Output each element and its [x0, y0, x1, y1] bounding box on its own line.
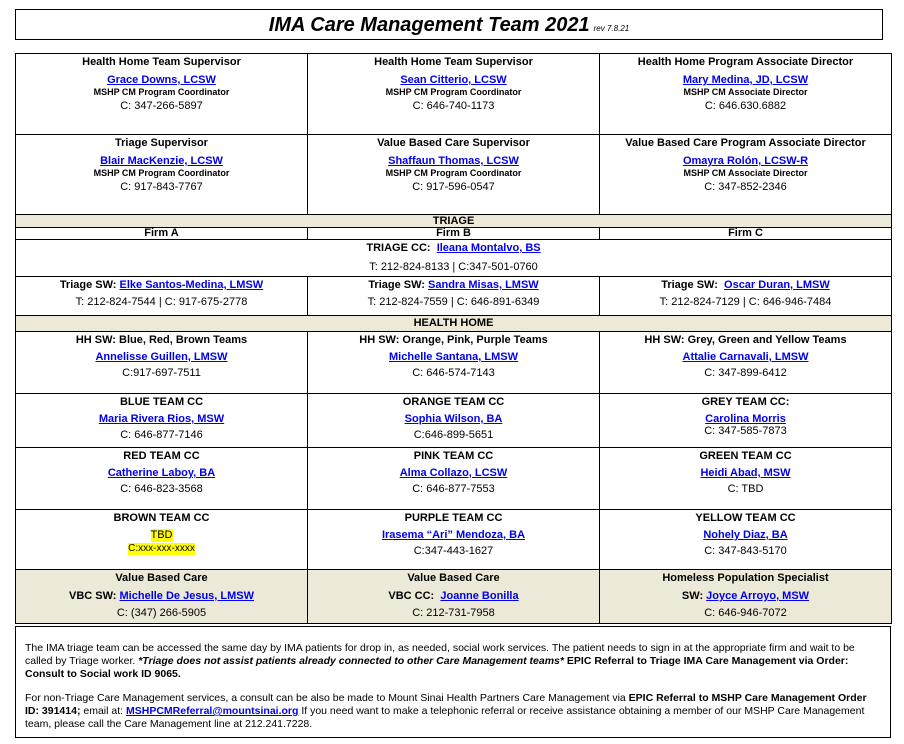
- phone-number: C: 347-899-6412: [704, 367, 787, 379]
- triage-cc-line: [19, 241, 888, 255]
- note-text: email at:: [80, 705, 126, 717]
- section-header-row: [16, 215, 892, 228]
- contact-link[interactable]: Sean Citterio, LCSW: [400, 74, 507, 86]
- triage-sw-row: [16, 277, 892, 316]
- role-label: TRIAGE CC:: [366, 242, 431, 254]
- contact-link[interactable]: Oscar Duran, LMSW: [724, 279, 830, 291]
- title-label: MSHP CM Program Coordinator: [385, 87, 522, 97]
- role-label: SW:: [681, 590, 704, 602]
- team-cc-row: [16, 448, 892, 510]
- contact-link[interactable]: Michelle Santana, LMSW: [389, 351, 518, 363]
- phone-number: C: 347-852-2346: [704, 181, 787, 193]
- phone-number: T: 212-824-7544 | C: 917-675-2778: [75, 296, 248, 308]
- team-heading: ORANGE TEAM CC: [402, 396, 505, 408]
- contact-link[interactable]: Sandra Misas, LMSW: [428, 279, 539, 291]
- supervisor-row: [16, 135, 892, 215]
- contact-cell: [16, 448, 308, 510]
- phone-number: C: 347-585-7873: [704, 425, 787, 437]
- contact-link[interactable]: Nohely Diaz, BA: [703, 529, 788, 541]
- contact-link[interactable]: Ileana Montalvo, BS: [436, 242, 541, 254]
- contact-cell: [600, 394, 892, 448]
- contact-cell: [600, 510, 892, 570]
- phone-number: C: 646-574-7143: [412, 367, 495, 379]
- role-heading: HH SW: Orange, Pink, Purple Teams: [359, 334, 548, 346]
- contact-link[interactable]: Annelisse Guillen, LMSW: [95, 351, 228, 363]
- role-heading: Value Based Care: [407, 572, 500, 584]
- phone-number: C: (347) 266-5905: [116, 607, 207, 619]
- title-label: MSHP CM Program Coordinator: [93, 87, 230, 97]
- team-heading: RED TEAM CC: [123, 450, 200, 462]
- phone-number: C: 347-843-5170: [704, 545, 787, 557]
- phone-number: C:646-899-5651: [413, 429, 494, 441]
- contact-link[interactable]: Michelle De Jesus, LMSW: [119, 590, 254, 602]
- phone-number: T: 212-824-8133 | C:347-501-0760: [369, 261, 538, 273]
- team-cc-row: [16, 394, 892, 448]
- supervisor-row: [16, 54, 892, 135]
- phone-number: C: 917-843-7767: [120, 181, 203, 193]
- contact-link[interactable]: Catherine Laboy, BA: [107, 467, 216, 479]
- title-box: [15, 9, 883, 40]
- contact-cell: [16, 394, 308, 448]
- contact-link[interactable]: Joyce Arroyo, MSW: [706, 590, 810, 602]
- revision-label: rev 7.8.21: [593, 24, 630, 33]
- role-heading: Value Based Care Program Associate Director: [625, 137, 866, 149]
- phone-number: C: 646.630.6882: [704, 100, 787, 112]
- title-label: MSHP CM Program Coordinator: [93, 168, 230, 178]
- team-heading: GREY TEAM CC:: [701, 396, 790, 408]
- team-heading: YELLOW TEAM CC: [695, 512, 796, 524]
- referral-note: [15, 626, 891, 738]
- contact-link[interactable]: Elke Santos-Medina, LMSW: [119, 279, 264, 291]
- contact-cell: [308, 394, 600, 448]
- contact-link[interactable]: Sophia Wilson, BA: [404, 413, 503, 425]
- contact-cell: [308, 332, 600, 394]
- contact-link[interactable]: Alma Collazo, LCSW: [399, 467, 508, 479]
- role-label: VBC SW:: [68, 590, 117, 602]
- phone-number: C: 646-946-7072: [704, 607, 787, 619]
- phone-number: C: 646-877-7553: [412, 483, 495, 495]
- contact-cell: [600, 277, 892, 316]
- phone-number: C:917-697-7511: [122, 367, 201, 379]
- note-italic: *Triage does not assist patients already connected to other Care Management teams*: [138, 655, 564, 667]
- phone-number: C:347-443-1627: [413, 545, 494, 557]
- team-heading: BLUE TEAM CC: [119, 396, 204, 408]
- placeholder-name: TBD: [150, 529, 173, 541]
- role-heading: Homeless Population Specialist: [662, 572, 829, 584]
- triage-note-paragraph: [25, 642, 882, 681]
- contact-cell: [308, 570, 600, 624]
- contact-cell: [308, 277, 600, 316]
- contact-link[interactable]: Grace Downs, LCSW: [107, 74, 216, 86]
- firm-label: Firm A: [16, 228, 308, 240]
- role-label: VBC CC:: [388, 590, 435, 602]
- section-title: HEALTH HOME: [16, 316, 892, 332]
- contact-cell: [600, 54, 892, 135]
- contact-cell: [16, 277, 308, 316]
- role-heading: Value Based Care Supervisor: [377, 137, 530, 149]
- role-heading: HH SW: Grey, Green and Yellow Teams: [644, 334, 847, 346]
- contact-cell: [308, 135, 600, 215]
- team-heading: PURPLE TEAM CC: [404, 512, 503, 524]
- team-cc-row: [16, 510, 892, 570]
- team-heading: GREEN TEAM CC: [699, 450, 792, 462]
- team-heading: PINK TEAM CC: [413, 450, 494, 462]
- note-text: If you need want to make a telephonic referral or receive assistance obtaining a member of our MSHP Care Management team, please call the Care Management line at 212.241.7228.: [25, 705, 865, 730]
- phone-number: C:xxx-xxx-xxxx: [128, 543, 195, 554]
- role-label: Triage SW:: [368, 279, 425, 291]
- phone-number: T: 212-824-7129 | C: 646-946-7484: [659, 296, 832, 308]
- phone-number: C: TBD: [727, 483, 764, 495]
- section-title: TRIAGE: [16, 215, 892, 228]
- title-label: MSHP CM Program Coordinator: [385, 168, 522, 178]
- contact-cell: [16, 54, 308, 135]
- title-label: MSHP CM Associate Director: [683, 87, 808, 97]
- contact-cell: [308, 54, 600, 135]
- team-heading: BROWN TEAM CC: [113, 512, 210, 524]
- section-header-row: [16, 316, 892, 332]
- contact-cell: [600, 570, 892, 624]
- contact-cell: [16, 332, 308, 394]
- phone-number: C: 646-740-1173: [412, 100, 495, 112]
- contact-cell: [600, 448, 892, 510]
- contact-link[interactable]: Maria Rivera Rios, MSW: [98, 413, 225, 425]
- phone-number: C: 646-823-3568: [120, 483, 203, 495]
- contact-link[interactable]: Attalie Carnavali, LMSW: [682, 351, 809, 363]
- firm-label: Firm B: [308, 228, 600, 240]
- note-bold: EPIC Referral to MSHP Care Management Order ID: 391414;: [25, 692, 867, 717]
- contact-cell: [600, 332, 892, 394]
- role-heading: Health Home Team Supervisor: [82, 56, 241, 68]
- contact-link[interactable]: Shaffaun Thomas, LCSW: [388, 155, 519, 167]
- role-heading: Health Home Program Associate Director: [637, 56, 854, 68]
- title-label: MSHP CM Associate Director: [683, 168, 808, 178]
- contact-link[interactable]: Irasema “Ari” Mendoza, BA: [381, 529, 526, 541]
- phone-number: C: 646-877-7146: [120, 429, 203, 441]
- role-heading: Triage Supervisor: [115, 137, 208, 149]
- contact-link[interactable]: Omayra Rolón, LCSW-R: [682, 155, 809, 167]
- hh-sw-row: [16, 332, 892, 394]
- contact-cell: [16, 240, 892, 277]
- phone-number: C: 347-266-5897: [120, 100, 203, 112]
- role-heading: Value Based Care: [115, 572, 208, 584]
- contact-cell: [16, 510, 308, 570]
- contact-cell: [308, 510, 600, 570]
- contact-cell: [600, 135, 892, 215]
- role-heading: Health Home Team Supervisor: [374, 56, 533, 68]
- role-label: Triage SW:: [59, 279, 117, 291]
- contact-link[interactable]: Mary Medina, JD, LCSW: [682, 74, 809, 86]
- role-heading: HH SW: Blue, Red, Brown Teams: [75, 334, 248, 346]
- contact-link[interactable]: Joanne Bonilla: [440, 590, 519, 602]
- contact-link[interactable]: Heidi Abad, MSW: [700, 467, 791, 479]
- contact-link[interactable]: Blair MacKenzie, LCSW: [100, 155, 223, 167]
- firm-row: [16, 228, 892, 240]
- triage-cc-row: [16, 240, 892, 277]
- phone-number: C: 917-596-0547: [412, 181, 495, 193]
- phone-number: C: 212-731-7958: [412, 607, 495, 619]
- contact-link[interactable]: Carolina Morris: [705, 413, 786, 425]
- page-title: IMA Care Management Team 2021: [268, 14, 590, 36]
- phone-number: T: 212-824-7559 | C: 646-891-6349: [367, 296, 540, 308]
- contact-cell: [308, 448, 600, 510]
- note-text: For non-Triage Care Management services, a consult can be also be made to Mount Sinai Health Partners Care Management via: [25, 692, 629, 704]
- firm-label: Firm C: [600, 228, 892, 240]
- contact-cell: [16, 570, 308, 624]
- mshp-note-paragraph: [25, 692, 882, 731]
- email-link[interactable]: MSHPCMReferral@mountsinai.org: [125, 705, 299, 717]
- directory-table: [15, 53, 892, 624]
- specialty-row: [16, 570, 892, 624]
- note-text: The IMA triage team can be accessed the same day by IMA patients for drop in, as needed, social work services. The patient needs to sign in at the appropriate firm and wait to be called by Triage worker.: [25, 642, 855, 667]
- note-bold: EPIC Referral to Triage IMA Care Management via Order: Consult to Social work ID 9065.: [25, 655, 849, 680]
- contact-cell: [16, 135, 308, 215]
- role-label: Triage SW:: [661, 279, 718, 291]
